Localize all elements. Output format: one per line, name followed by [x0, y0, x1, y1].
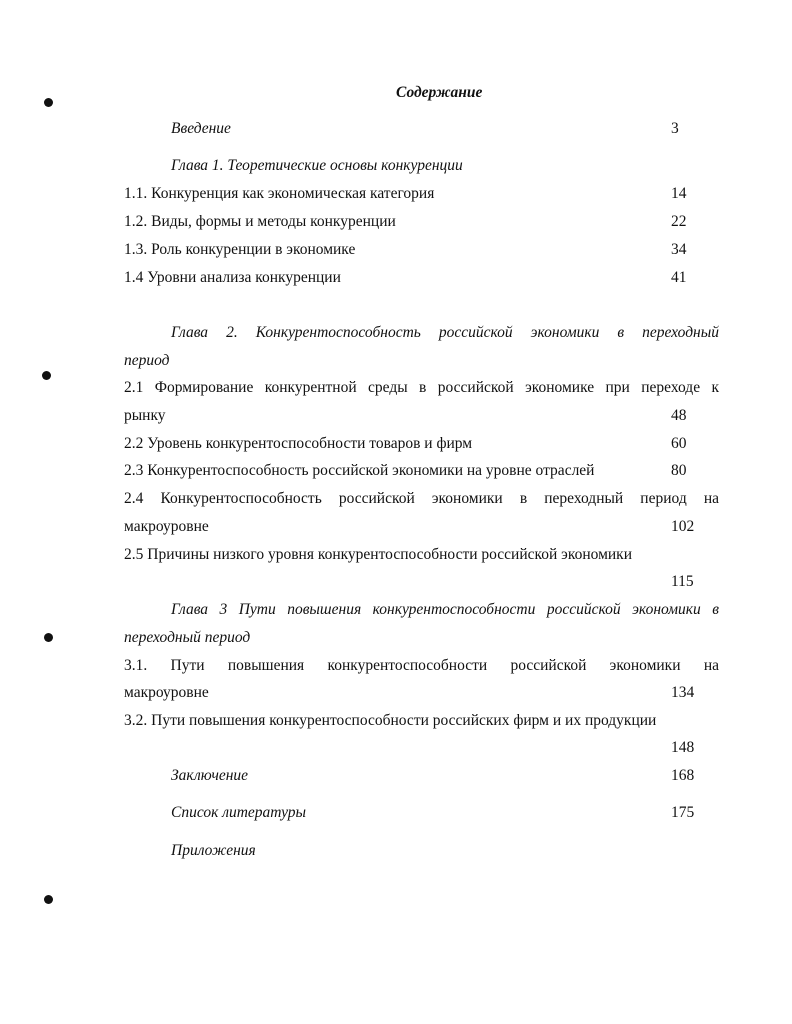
toc-item-label-cont: рынку — [124, 407, 166, 424]
toc-item-label: 3.2. Пути повышения конкурентоспособности российских фирм и их продукции — [124, 712, 657, 729]
page-title: Содержание — [396, 84, 483, 101]
binding-hole-mark — [44, 895, 53, 904]
toc-item-label: 3.1. Пути повышения конкурентоспособности российской экономики на — [124, 657, 719, 674]
toc-item-label: 1.1. Конкуренция как экономическая категория — [124, 185, 435, 202]
toc-item-page: 115 — [671, 573, 694, 590]
chapter-1-heading: Глава 1. Теоретические основы конкуренции — [171, 157, 463, 174]
binding-hole-mark — [44, 633, 53, 642]
toc-item-page: 22 — [671, 213, 687, 230]
toc-item-label-cont: макроуровне — [124, 518, 209, 535]
toc-item-label: 2.5 Причины низкого уровня конкурентоспособности российской экономики — [124, 546, 632, 563]
toc-item-label: 1.2. Виды, формы и методы конкуренции — [124, 213, 396, 230]
toc-item-page: 60 — [671, 435, 687, 452]
toc-references-page: 175 — [671, 804, 695, 821]
toc-item-label: 2.2 Уровень конкурентоспособности товаров и фирм — [124, 435, 473, 452]
toc-item-page: 48 — [671, 407, 687, 424]
binding-hole-mark — [42, 371, 51, 380]
toc-item-page: 148 — [671, 739, 695, 756]
chapter-2-heading: Глава 2. Конкурентоспособность российской экономики в переходный — [171, 324, 719, 341]
chapter-2-heading-cont: период — [124, 352, 170, 369]
toc-item-page: 41 — [671, 269, 687, 286]
toc-item-page: 134 — [671, 684, 695, 701]
chapter-3-heading-cont: переходный период — [124, 629, 251, 646]
toc-item-page: 34 — [671, 241, 687, 258]
toc-item-label-cont: макроуровне — [124, 684, 209, 701]
toc-item-page: 14 — [671, 185, 687, 202]
toc-intro-label: Введение — [171, 120, 231, 137]
toc-item-label: 2.3 Конкурентоспособность российской экономики на уровне отраслей — [124, 462, 595, 479]
toc-item-page: 80 — [671, 462, 687, 479]
toc-conclusion-label: Заключение — [171, 767, 249, 784]
binding-hole-mark — [44, 98, 53, 107]
toc-item-label: 2.1 Формирование конкурентной среды в российской экономике при переходе к — [124, 379, 719, 396]
toc-conclusion-page: 168 — [671, 767, 695, 784]
toc-item-label: 2.4 Конкурентоспособность российской экономики в переходный период на — [124, 490, 719, 507]
toc-intro-page: 3 — [671, 120, 679, 137]
toc-item-page: 102 — [671, 518, 695, 535]
toc-item-label: 1.3. Роль конкуренции в экономике — [124, 241, 356, 258]
chapter-3-heading: Глава 3 Пути повышения конкурентоспособности российской экономики в — [171, 601, 719, 618]
toc-appendix-label: Приложения — [171, 842, 256, 859]
toc-references-label: Список литературы — [171, 804, 307, 821]
toc-item-label: 1.4 Уровни анализа конкуренции — [124, 269, 341, 286]
